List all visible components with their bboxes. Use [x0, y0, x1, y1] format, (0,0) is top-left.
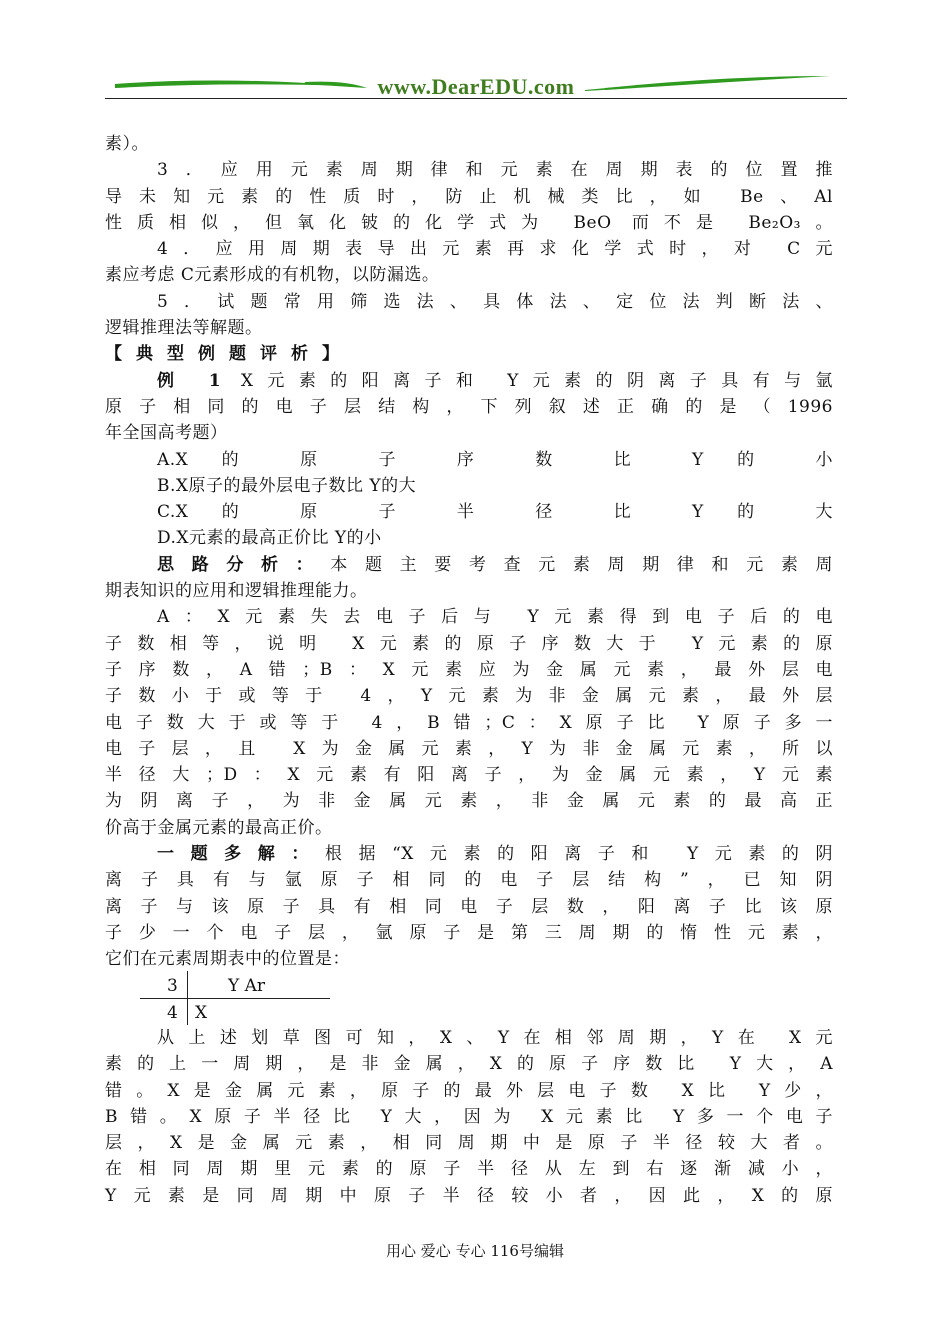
- text-line: C.X 的 原 子 半 径 比 Y 的 大: [157, 502, 833, 523]
- text-line: 性质相似，但氧化铍的化学式为 BeO 而不是 Be₂O₃。: [105, 212, 833, 233]
- text-line: 为阴离子，为非金属元素，非金属元素的最高正: [105, 791, 833, 812]
- text-line: 子数相等，说明 X元素的原子序数大于 Y元素的原: [105, 633, 833, 654]
- period-position-table: [140, 971, 340, 1027]
- text-block-1: [105, 131, 833, 973]
- text-line: 5．试题常用筛选法、具体法、定位法判断法、: [157, 291, 833, 312]
- text-line: 子少一个电子层，氩原子是第三周期的惰性元素，: [105, 922, 833, 943]
- text-line: 例 1 X元素的阳离子和 Y元素的阴离子具有与氩: [157, 370, 833, 391]
- period-label: 3: [167, 976, 178, 996]
- text-line: A：X元素失去电子后与 Y元素得到电子后的电: [157, 607, 833, 628]
- text-line: 期表知识的应用和逻辑推理能力。: [105, 581, 368, 602]
- text-line: 电子层，且 X为金属元素，Y为非金属元素，所以: [105, 738, 833, 759]
- text-line: 半径大；D：X元素有阳离子，为金属元素，Y元素: [105, 765, 833, 786]
- text-line: D.X元素的最高正价比 Y的小: [157, 528, 382, 549]
- period-elements: Y Ar: [228, 976, 266, 996]
- text-line: 4．应用周期表导出元素再求化学式时，对 C元: [157, 239, 833, 260]
- text-line: 离子具有与氩原子相同的电子层结构”，已知阴: [105, 870, 833, 891]
- text-line: 素的上一周期，是非金属，X的原子序数比 Y大，A: [105, 1054, 833, 1075]
- text-line: 层，X是金属元素，相同周期中是原子半径较大者。: [105, 1133, 833, 1154]
- text-line: 素应考虑 C元素形成的有机物，以防漏选。: [105, 265, 440, 286]
- text-line: 错。X是金属元素，原子的最外层电子数 X比 Y少，: [105, 1080, 833, 1101]
- text-block-2: [105, 1025, 833, 1209]
- document-body-continued: [105, 1025, 833, 1209]
- period-elements: X: [195, 1003, 208, 1023]
- text-line: 从上述划草图可知，X、Y在相邻周期，Y在 X元: [157, 1028, 833, 1048]
- document-body: [105, 131, 833, 973]
- text-line: 子序数，A错；B：X元素应为金属元素，最外层电: [105, 659, 833, 680]
- text-line: 电子数大于或等于 4，B错；C：X原子比 Y原子多一: [105, 712, 833, 733]
- text-line: 导未知元素的性质时，防止机械类比，如 Be、Al: [105, 186, 833, 207]
- header-divider: [105, 98, 847, 99]
- text-line: B错。X原子半径比 Y大，因为 X元素比 Y多一个电子: [105, 1106, 833, 1127]
- text-line: 原子相同的电子层结构，下列叙述正确的是（1996: [105, 396, 833, 417]
- text-line: 3．应用元素周期律和元素在周期表的位置推: [157, 160, 833, 181]
- text-line: 【典型例题评析】: [105, 344, 353, 365]
- text-line: 子数小于或等于 4，Y元素为非金属元素，最外层: [105, 686, 833, 707]
- text-line: Y元素是同周期中原子半径较小者，因此，X的原: [105, 1185, 833, 1206]
- text-line: 年全国高考题）: [105, 423, 228, 444]
- text-line: 离子与该原子具有相同电子层数，阳离子比该原: [105, 896, 833, 917]
- text-line: 素）。: [105, 134, 149, 154]
- text-line: 在相同周期里元素的原子半径从左到右逐渐减小，: [105, 1159, 833, 1180]
- site-logo-text[interactable]: www.DearEDU.com: [377, 74, 575, 99]
- text-line: 思路分析：本题主要考查元素周期律和元素周: [157, 554, 834, 575]
- text-line: 它们在元素周期表中的位置是：: [105, 949, 350, 970]
- page-footer: 用心 爱心 专心 116号编辑: [386, 1242, 564, 1260]
- text-line: A.X 的 原 子 序 数 比 Y 的 小: [157, 449, 833, 470]
- period-label: 4: [167, 1003, 178, 1023]
- text-line: 逻辑推理法等解题。: [105, 318, 263, 339]
- text-line: 价高于金属元素的最高正价。: [105, 817, 333, 838]
- text-line: 一题多解：根据“X元素的阳离子和 Y元素的阴: [157, 844, 834, 865]
- text-line: B.X原子的最外层电子数比 Y的大: [157, 475, 417, 496]
